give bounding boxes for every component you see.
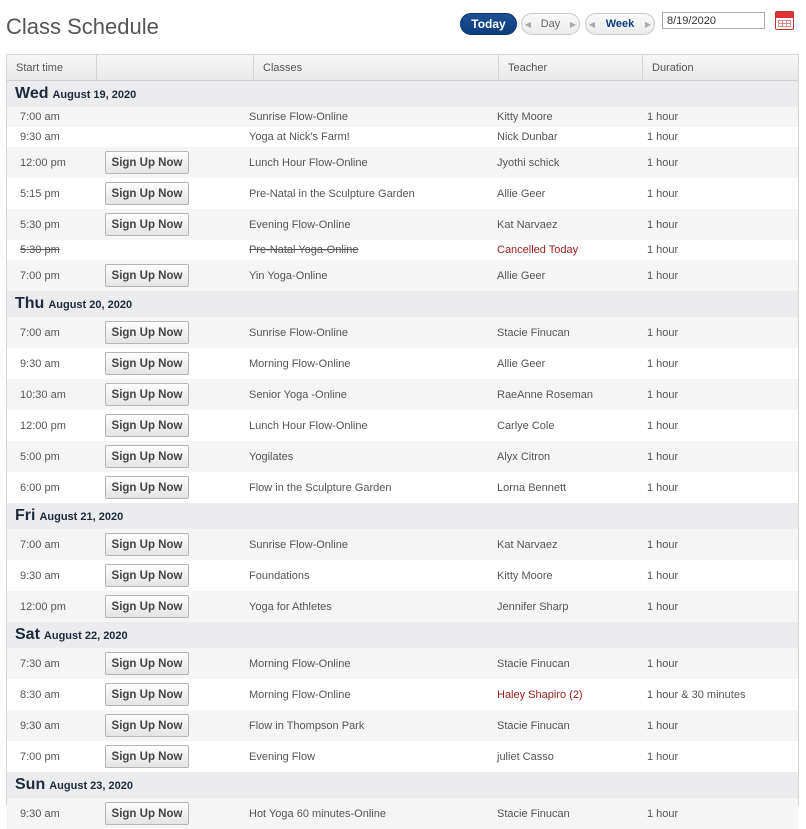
- duration: 1 hour: [647, 244, 679, 256]
- class-name: Yin Yoga-Online: [249, 269, 328, 282]
- signup-cell: [105, 798, 189, 829]
- table-header: [7, 55, 798, 81]
- teacher-name: Alyx Citron: [497, 450, 551, 463]
- teacher-name: Kitty Moore: [497, 111, 553, 123]
- column-header-signup: [97, 55, 254, 81]
- signup-cell: [105, 209, 189, 240]
- class-name: Flow in the Sculpture Garden: [249, 481, 392, 494]
- table-row: [7, 240, 798, 260]
- duration: 1 hour: [647, 187, 679, 200]
- start-time: 9:30 am: [20, 131, 60, 143]
- table-row: [7, 591, 798, 622]
- start-time: 7:30 am: [20, 657, 60, 670]
- column-header-duration: Duration: [652, 62, 694, 74]
- class-name: Senior Yoga -Online: [249, 388, 347, 401]
- start-time: 5:15 pm: [20, 187, 60, 200]
- start-time: 12:00 pm: [20, 419, 66, 432]
- start-time: 5:00 pm: [20, 450, 60, 463]
- prev-day-icon[interactable]: ◀: [524, 19, 532, 29]
- signup-cell: [105, 741, 189, 772]
- sign-up-button[interactable]: Sign Up Now: [105, 352, 189, 375]
- start-time: 12:00 pm: [20, 600, 66, 613]
- start-time: 7:00 am: [20, 326, 60, 339]
- day-view-button[interactable]: Day: [540, 18, 561, 30]
- teacher-name: Allie Geer: [497, 187, 546, 200]
- start-time: 6:00 pm: [20, 481, 60, 494]
- class-name: Hot Yoga 60 minutes-Online: [249, 807, 386, 820]
- day-name: [15, 295, 132, 313]
- signup-cell: [105, 260, 189, 291]
- prev-week-icon[interactable]: ◀: [588, 19, 596, 29]
- week-view-button[interactable]: Week: [605, 18, 635, 30]
- signup-cell: [105, 379, 189, 410]
- date-input[interactable]: [662, 12, 765, 29]
- duration: 1 hour: [647, 538, 679, 551]
- class-name: Lunch Hour Flow-Online: [249, 419, 368, 432]
- duration: 1 hour: [647, 357, 679, 370]
- sign-up-button[interactable]: Sign Up Now: [105, 476, 189, 499]
- class-name: Sunrise Flow-Online: [249, 538, 349, 551]
- schedule-table: [6, 54, 799, 820]
- class-name: Morning Flow-Online: [249, 357, 351, 370]
- duration: 1 hour: [647, 269, 679, 282]
- table-row: [7, 107, 798, 127]
- signup-cell: [105, 441, 189, 472]
- start-time: 10:30 am: [20, 388, 66, 401]
- sign-up-button[interactable]: Sign Up Now: [105, 264, 189, 287]
- teacher-name: Lorna Bennett: [497, 481, 567, 494]
- day-name-text: Fri: [15, 507, 36, 524]
- class-name: Lunch Hour Flow-Online: [249, 156, 368, 169]
- duration: 1 hour: [647, 326, 679, 339]
- start-time: 8:30 am: [20, 688, 60, 701]
- teacher-name: juliet Casso: [497, 750, 554, 763]
- signup-cell: [105, 529, 189, 560]
- sign-up-button[interactable]: Sign Up Now: [105, 533, 189, 556]
- duration: 1 hour: [647, 481, 679, 494]
- teacher-name: Jyothi schick: [497, 156, 560, 169]
- signup-cell: [105, 348, 189, 379]
- week-nav: [585, 13, 655, 35]
- table-body: [7, 81, 798, 829]
- sign-up-button[interactable]: Sign Up Now: [105, 745, 189, 768]
- table-row: [7, 348, 798, 379]
- table-row: [7, 209, 798, 240]
- start-time: 9:30 am: [20, 357, 60, 370]
- start-time: 7:00 pm: [20, 269, 60, 282]
- start-time: 9:30 am: [20, 807, 60, 820]
- start-time: 9:30 am: [20, 569, 60, 582]
- start-time: 5:30 pm: [20, 244, 60, 256]
- signup-cell: [105, 560, 189, 591]
- teacher-name: Allie Geer: [497, 269, 546, 282]
- schedule-header: [0, 0, 806, 54]
- sign-up-button[interactable]: Sign Up Now: [105, 383, 189, 406]
- duration: 1 hour: [647, 750, 679, 763]
- class-name: Sunrise Flow-Online: [249, 111, 349, 123]
- next-week-icon[interactable]: ▶: [644, 19, 652, 29]
- table-row: [7, 472, 798, 503]
- class-name: Evening Flow-Online: [249, 218, 351, 231]
- start-time: 9:30 am: [20, 719, 60, 732]
- table-row: [7, 379, 798, 410]
- duration: 1 hour: [647, 388, 679, 401]
- duration: 1 hour: [647, 111, 679, 123]
- start-time: 12:00 pm: [20, 156, 66, 169]
- sign-up-button[interactable]: Sign Up Now: [105, 445, 189, 468]
- start-time: 7:00 pm: [20, 750, 60, 763]
- teacher-name: RaeAnne Roseman: [497, 388, 594, 401]
- duration: 1 hour: [647, 419, 679, 432]
- day-name: [15, 507, 123, 525]
- class-name: Pre-Natal Yoga-Online: [249, 244, 359, 256]
- page-title: Class Schedule: [6, 14, 159, 39]
- class-name: Evening Flow: [249, 750, 316, 763]
- signup-cell: [105, 410, 189, 441]
- table-row: [7, 529, 798, 560]
- column-header-teacher: Teacher: [499, 55, 643, 81]
- calendar-icon[interactable]: [775, 11, 794, 30]
- table-row: [7, 798, 798, 829]
- teacher-name: Cancelled Today: [497, 244, 579, 256]
- table-row: [7, 679, 798, 710]
- class-name: Pre-Natal in the Sculpture Garden: [249, 187, 415, 200]
- table-row: [7, 147, 798, 178]
- teacher-name: Carlye Cole: [497, 419, 555, 432]
- table-row: [7, 317, 798, 348]
- teacher-name: Kitty Moore: [497, 569, 553, 582]
- sign-up-button[interactable]: Sign Up Now: [105, 182, 189, 205]
- signup-cell: [105, 710, 189, 741]
- teacher-name: Stacie Finucan: [497, 807, 570, 820]
- table-row: [7, 260, 798, 291]
- start-time: 7:00 am: [20, 111, 60, 123]
- teacher-name: Kat Narvaez: [497, 218, 558, 231]
- table-row: [7, 710, 798, 741]
- column-header-start-time: Start time: [7, 55, 97, 81]
- teacher-name: Jennifer Sharp: [497, 600, 569, 613]
- day-nav: [521, 13, 580, 35]
- sign-up-button[interactable]: Sign Up Now: [105, 151, 189, 174]
- next-day-icon[interactable]: ▶: [569, 19, 577, 29]
- class-name: Yoga at Nick's Farm!: [249, 131, 350, 143]
- day-date: August 22, 2020: [43, 630, 128, 642]
- day-name: [15, 626, 128, 644]
- sign-up-button[interactable]: Sign Up Now: [105, 652, 189, 675]
- teacher-name: Stacie Finucan: [497, 657, 570, 670]
- table-row: [7, 178, 798, 209]
- class-name: Morning Flow-Online: [249, 657, 351, 670]
- signup-cell: [105, 591, 189, 622]
- class-name: Yogilates: [249, 450, 294, 463]
- column-header-classes: Classes: [254, 55, 499, 81]
- duration: 1 hour: [647, 807, 679, 820]
- signup-cell: [105, 178, 189, 209]
- class-name: Sunrise Flow-Online: [249, 326, 349, 339]
- start-time: 5:30 pm: [20, 218, 60, 231]
- sign-up-button[interactable]: Sign Up Now: [105, 595, 189, 618]
- sign-up-button[interactable]: Sign Up Now: [105, 321, 189, 344]
- class-name: Yoga for Athletes: [249, 600, 332, 613]
- signup-cell: [105, 679, 189, 710]
- signup-cell: [105, 317, 189, 348]
- duration: 1 hour: [647, 218, 679, 231]
- class-name: Morning Flow-Online: [249, 688, 351, 701]
- signup-cell: [105, 472, 189, 503]
- sign-up-button[interactable]: Sign Up Now: [105, 683, 189, 706]
- day-name-text: Sun: [15, 776, 46, 793]
- sign-up-button[interactable]: Sign Up Now: [105, 564, 189, 587]
- day-name-text: Thu: [15, 295, 45, 312]
- table-row: [7, 127, 798, 147]
- teacher-name: Stacie Finucan: [497, 719, 570, 732]
- table-row: [7, 441, 798, 472]
- day-header: [7, 622, 798, 648]
- duration: 1 hour: [647, 600, 679, 613]
- table-row: [7, 560, 798, 591]
- duration: 1 hour: [647, 131, 679, 143]
- duration: 1 hour & 30 minutes: [647, 688, 746, 701]
- table-row: [7, 741, 798, 772]
- day-header: [7, 503, 798, 529]
- class-name: Flow in Thompson Park: [249, 719, 365, 732]
- day-name-text: Sat: [15, 626, 40, 643]
- duration: 1 hour: [647, 719, 679, 732]
- signup-cell: [105, 648, 189, 679]
- duration: 1 hour: [647, 450, 679, 463]
- day-date: August 20, 2020: [48, 299, 133, 311]
- teacher-name: Nick Dunbar: [497, 131, 558, 143]
- today-button[interactable]: Today: [460, 13, 517, 35]
- day-header: [7, 772, 798, 798]
- class-name: Foundations: [249, 569, 310, 582]
- teacher-name: Allie Geer: [497, 357, 546, 370]
- day-header: [7, 291, 798, 317]
- teacher-name: Haley Shapiro (2): [497, 688, 583, 701]
- day-name: [15, 85, 136, 103]
- sign-up-button[interactable]: Sign Up Now: [105, 714, 189, 737]
- day-name: [15, 776, 133, 794]
- day-date: August 19, 2020: [52, 89, 137, 101]
- day-header: [7, 81, 798, 107]
- sign-up-button[interactable]: Sign Up Now: [105, 213, 189, 236]
- teacher-name: Kat Narvaez: [497, 538, 558, 551]
- teacher-name: Stacie Finucan: [497, 326, 570, 339]
- day-date: August 21, 2020: [39, 511, 124, 523]
- table-row: [7, 410, 798, 441]
- signup-cell: [105, 147, 189, 178]
- day-name-text: Wed: [15, 85, 49, 102]
- sign-up-button[interactable]: Sign Up Now: [105, 414, 189, 437]
- day-date: August 23, 2020: [49, 780, 133, 792]
- start-time: 7:00 am: [20, 538, 60, 551]
- sign-up-button[interactable]: Sign Up Now: [105, 802, 189, 825]
- table-row: [7, 648, 798, 679]
- duration: 1 hour: [647, 156, 679, 169]
- duration: 1 hour: [647, 657, 679, 670]
- duration: 1 hour: [647, 569, 679, 582]
